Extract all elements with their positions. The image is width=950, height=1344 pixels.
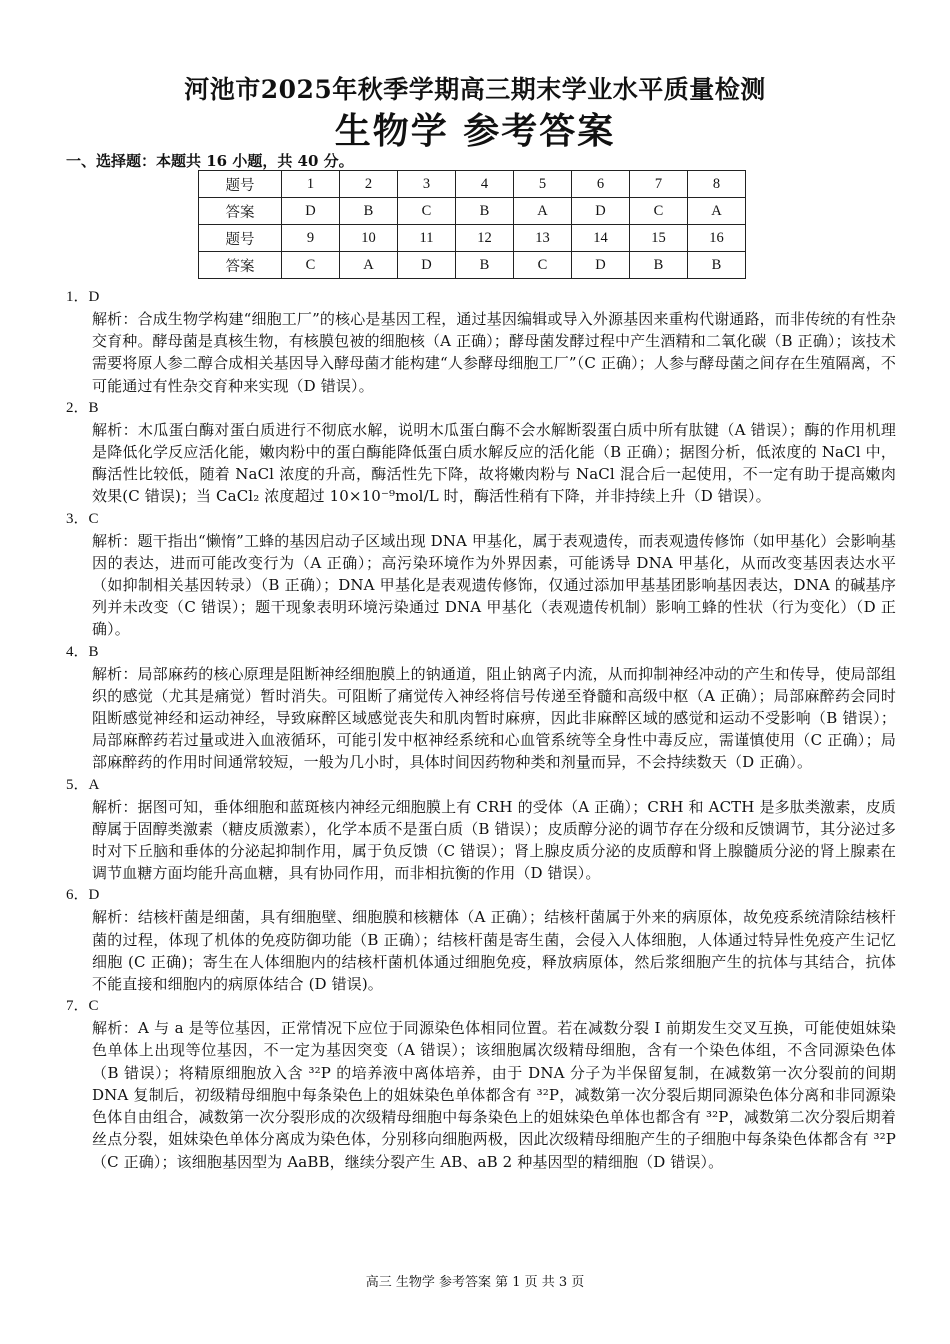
question-explanation	[66, 641, 896, 774]
table-cell: 2	[340, 171, 398, 198]
question-answer-number: 6．D	[66, 887, 100, 904]
explanation-list	[66, 286, 896, 1173]
table-cell: 10	[340, 225, 398, 252]
table-cell: 1	[282, 171, 340, 198]
explanation-text: 解析：题干指出“懒惰”工蜂的基因启动子区域出现 DNA 甲基化，属于表观遗传，而表观遗传修饰（如甲基化）会影响基因的表达，进而可能改变行为（A 正确）；高污染环境作为外界因素，可能诱导 DNA 甲基化，从而改变基因表达水平（如抑制相关基因转录）（B 正确）；DNA 甲基化是表观遗传修饰，仅通过添加甲基基团影响基因表达，DNA 的碱基序列并未改变（C 错误）；题干现象表明环境污染通过 DNA 甲基化（表观遗传机制）影响工蜂的性状（行为变化）（D 正确）。	[92, 531, 896, 639]
table-cell: A	[688, 198, 746, 225]
row-label: 题号	[199, 171, 282, 198]
table-cell: 11	[398, 225, 456, 252]
table-row	[199, 198, 746, 225]
answer-table	[198, 170, 746, 279]
explanation-text: 解析：结核杆菌是细菌，具有细胞壁、细胞膜和核糖体（A 正确）；结核杆菌属于外来的病原体，故免疫系统清除结核杆菌的过程，体现了机体的免疫防御功能（B 正确）；结核杆菌是寄生菌，会侵入人体细胞，人体通过特异性免疫产生记忆细胞 (C 正确)；寄生在人体细胞内的结核杆菌机体通过细胞免疫，释放病原体，然后浆细胞产生的抗体与其结合，抗体不能直接和细胞内的病原体结合 (D 错误)。	[92, 908, 896, 994]
table-cell: D	[398, 252, 456, 279]
table-cell: C	[282, 252, 340, 279]
question-explanation	[66, 995, 896, 1172]
table-cell: 7	[630, 171, 688, 198]
question-answer-number: 5．A	[66, 776, 100, 793]
table-cell: D	[572, 252, 630, 279]
table-cell: C	[514, 252, 572, 279]
table-cell: A	[340, 252, 398, 279]
table-cell: B	[630, 252, 688, 279]
table-cell: 15	[630, 225, 688, 252]
question-explanation	[66, 286, 896, 397]
row-label: 题号	[199, 225, 282, 252]
question-explanation	[66, 774, 896, 885]
table-cell: 14	[572, 225, 630, 252]
question-answer-number: 2．B	[66, 399, 99, 416]
table-row	[199, 171, 746, 198]
table-cell: B	[456, 198, 514, 225]
exam-title: 河池市2025年秋季学期高三期末学业水平质量检测	[184, 75, 766, 104]
table-cell: 13	[514, 225, 572, 252]
explanation-text: 解析：木瓜蛋白酶对蛋白质进行不彻底水解，说明木瓜蛋白酶不会水解断裂蛋白质中所有肽键（A 错误）；酶的作用机理是降低化学反应活化能，嫩肉粉中的蛋白酶能降低蛋白质水解反应的活化能（B 正确）；据图分析，低浓度的 NaCl 中，酶活性比较低，随着 NaCl 浓度的升高，酶活性先下降，故将嫩肉粉与 NaCl 混合后一起使用，不一定有助于提高嫩肉效果(C 错误)；当 CaCl₂ 浓度超过 10×10⁻⁹mol/L 时，酶活性稍有下降，并非持续上升（D 错误）。	[92, 420, 896, 506]
table-cell: D	[282, 198, 340, 225]
section-heading: 一、选择题：本题共 16 小题，共 40 分。	[66, 152, 354, 170]
table-cell: 8	[688, 171, 746, 198]
table-cell: 5	[514, 171, 572, 198]
table-cell: 12	[456, 225, 514, 252]
table-cell: B	[688, 252, 746, 279]
table-cell: 9	[282, 225, 340, 252]
page-footer: 高三 生物学 参考答案 第 1 页 共 3 页	[365, 1275, 585, 1290]
question-explanation	[66, 397, 896, 508]
table-cell: D	[572, 198, 630, 225]
table-cell: C	[630, 198, 688, 225]
question-answer-number: 7．C	[66, 998, 99, 1015]
table-cell: 3	[398, 171, 456, 198]
table-cell: B	[340, 198, 398, 225]
table-row	[199, 252, 746, 279]
row-label: 答案	[199, 252, 282, 279]
table-cell: B	[456, 252, 514, 279]
question-answer-number: 1．D	[66, 289, 100, 305]
row-label: 答案	[199, 198, 282, 225]
table-cell: 4	[456, 171, 514, 198]
question-explanation	[66, 508, 896, 641]
page-title: 生物学 参考答案	[334, 110, 616, 152]
explanation-text: 解析：合成生物学构建“细胞工厂”的核心是基因工程，通过基因编辑或导入外源基因来重构代谢通路，而非传统的有性杂交育种。酵母菌是真核生物，有核膜包被的细胞核（A 正确）；酵母菌发酵过程中产生酒精和二氧化碳（B 正确）；该技术需要将原人参二醇合成相关基因导入酵母菌才能构建“人参酵母细胞工厂”（C 正确）；人参与酵母菌之间存在生殖隔离，不可能通过有性杂交育种来实现（D 错误）。	[92, 310, 896, 395]
table-cell: 16	[688, 225, 746, 252]
question-answer-number: 4．B	[66, 643, 99, 660]
table-cell: 6	[572, 171, 630, 198]
table-cell: A	[514, 198, 572, 225]
table-row	[199, 225, 746, 252]
explanation-text: 解析：据图可知，垂体细胞和蓝斑核内神经元细胞膜上有 CRH 的受体（A 正确）；CRH 和 ACTH 是多肽类激素，皮质醇属于固醇类激素（糖皮质激素），化学本质不是蛋白质（B 错误）；皮质醇分泌的调节存在分级和反馈调节，其分泌过多时对下丘脑和垂体的分泌起抑制作用，属于负反馈（C 错误）；肾上腺皮质分泌的皮质醇和肾上腺髓质分泌的肾上腺素在调节血糖方面均能升高血糖，具有协同作用，而非相抗衡的作用（D 错误）。	[92, 797, 896, 883]
explanation-text: 解析：A 与 a 是等位基因，正常情况下应位于同源染色体相同位置。若在减数分裂 Ⅰ 前期发生交叉互换，可能使姐妹染色单体上出现等位基因，不一定为基因突变（A 错误）；该细胞属次级精母细胞，含有一个染色体组，不含同源染色体（B 错误）；将精原细胞放入含 ³²P 的培养液中离体培养，由于 DNA 分子为半保留复制，在减数第一次分裂前的间期 DNA 复制后，初级精母细胞中每条染色上的姐妹染色单体都含有 ³²P，减数第一次分裂后期同源染色体分离和非同源染色体自由组合，减数第一次分裂形成的次级精母细胞中每条染色上的姐妹染色单体也都含有 ³²P，减数第二次分裂后期着丝点分裂，姐妹染色单体分离成为染色体，分别移向细胞两极，因此次级精母细胞产生的子细胞中每条染色体都含有 ³²P（C 正确）；该细胞基因型为 AaBB，继续分裂产生 AB、aB 2 种基因型的精细胞（D 错误）。	[92, 1019, 896, 1171]
question-explanation	[66, 884, 896, 995]
explanation-text: 解析：局部麻药的核心原理是阻断神经细胞膜上的钠通道，阻止钠离子内流，从而抑制神经冲动的产生和传导，使局部组织的感觉（尤其是痛觉）暂时消失。可阻断了痛觉传入神经将信号传递至脊髓和高级中枢（A 正确）；局部麻醉药会同时阻断感觉神经和运动神经，导致麻醉区域感觉丧失和肌肉暂时麻痹，因此非麻醉区域的感觉和运动不受影响（B 错误）；局部麻醉药若过量或进入血液循环，可能引发中枢神经系统和心血管系统等全身性中毒反应，需谨慎使用（C 正确）；局部麻醉药的作用时间通常较短，一般为几小时，具体时间因药物种类和剂量而异，不会持续数天（D 正确）。	[92, 664, 896, 772]
question-answer-number: 3．C	[66, 510, 99, 527]
table-cell: C	[398, 198, 456, 225]
